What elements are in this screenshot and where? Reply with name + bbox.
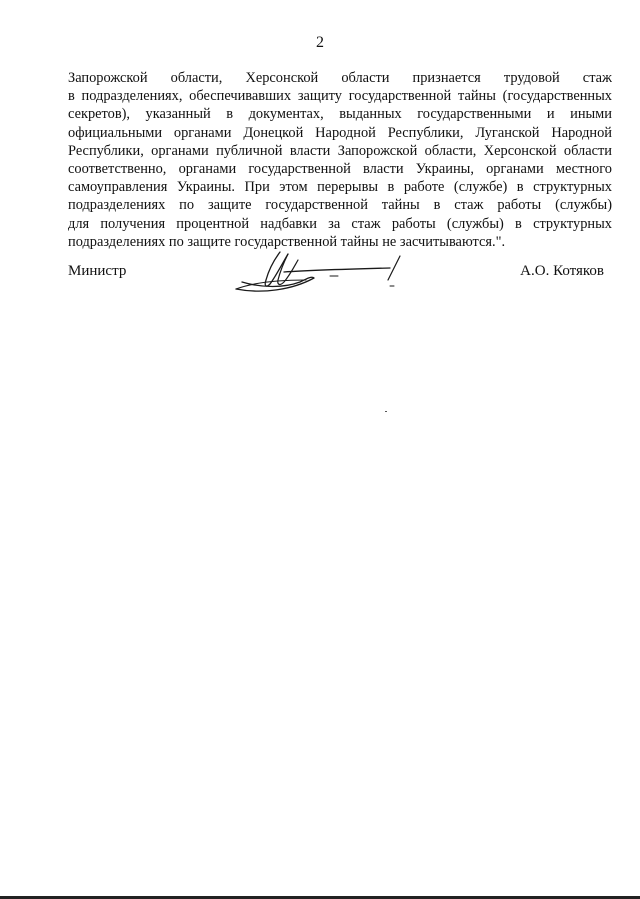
signatory-title: Министр xyxy=(68,263,127,279)
body-paragraph xyxy=(68,69,612,251)
signature-stroke xyxy=(236,277,314,291)
body-line: подразделениях по защите государственной тайны в стаж работы (службы) xyxy=(68,197,612,214)
body-line: подразделениях по защите государственной тайны не засчитываются.". xyxy=(68,233,506,250)
handwritten-signature xyxy=(222,242,422,298)
body-line: для получения процентной надбавки за стаж работы (службы) в структурных xyxy=(68,215,612,232)
body-line: секретов), указанный в документах, выданных государственными и иными xyxy=(68,106,612,123)
body-line: Запорожской области, Херсонской области признается трудовой стаж xyxy=(68,70,612,86)
signature-stroke xyxy=(284,268,390,272)
body-line: Республики, органами публичной власти Запорожской области, Херсонской области xyxy=(68,142,612,159)
scan-speck xyxy=(385,411,387,412)
page-number: 2 xyxy=(316,34,324,51)
signatory-name: А.О. Котяков xyxy=(520,263,604,279)
body-line: соответственно, органами государственной власти Украины, органами местного xyxy=(68,161,612,178)
signature-stroke xyxy=(236,280,306,289)
body-line: самоуправления Украины. При этом перерывы в работе (службе) в структурных xyxy=(68,179,612,196)
body-line: официальными органами Донецкой Народной Республики, Луганской Народной xyxy=(68,124,612,141)
body-line: в подразделениях, обеспечивавших защиту государственной тайны (государственных xyxy=(68,88,612,105)
